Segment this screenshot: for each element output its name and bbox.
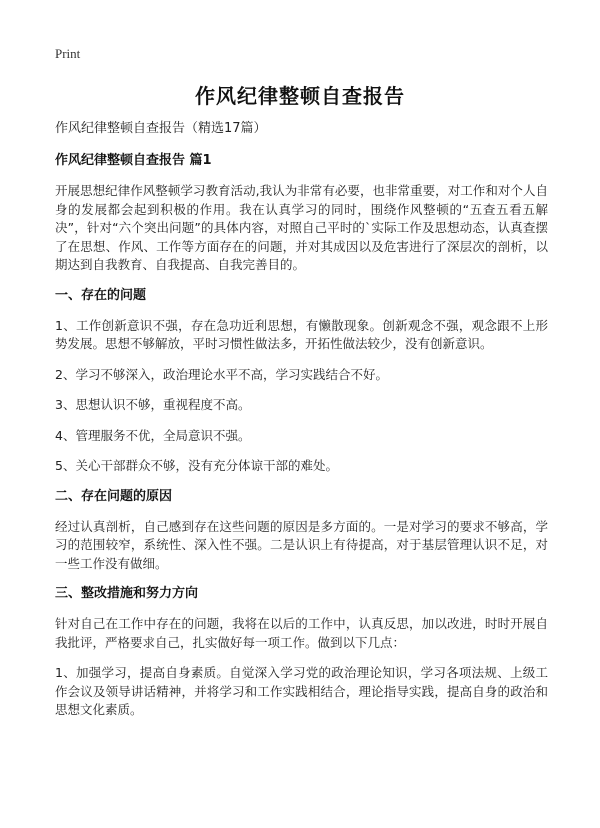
causes-paragraph: 经过认真剖析，自己感到存在这些问题的原因是多方面的。一是对学习的要求不够高，学习的范围较窄，系统性、深入性不强。二是认识上有待提高，对于基层管理认识不足，对一些工作没有做细。 [55,518,548,571]
heading-measures: 三、整改措施和努力方向 [55,586,199,601]
measure-item: 1、加强学习，提高自身素质。自觉深入学习党的政治理论知识，学习各项法规、上级工作会议及领导讲话精神，并将学习和工作实践相结合，理论指导实践，提高自身的政治和思想文化素质。 [55,665,548,717]
problem-item: 5、关心干部群众不够，没有充分体谅干部的难处。 [55,458,338,473]
document-subtitle: 作风纪律整顿自查报告（精选17篇） [55,121,267,136]
problem-item: 1、工作创新意识不强，存在急功近利思想，有懒散现象。创新观念不强，观念跟不上形势发展。思想不够解放，平时习惯性做法多，开拓性做法较少，没有创新意识。 [55,317,548,351]
document-body [55,120,548,732]
print-link[interactable]: Print [55,46,81,61]
problem-item: 3、思想认识不够，重视程度不高。 [55,397,251,412]
section-title: 作风纪律整顿自查报告 篇1 [55,153,212,168]
measures-intro-paragraph: 针对自己在工作中存在的问题，我将在以后的工作中，认真反思，加以改进，时时开展自我批评，严格要求自己，扎实做好每一项工作。做到以下几点： [55,616,548,650]
heading-causes: 二、存在问题的原因 [55,488,173,504]
problem-item: 2、学习不够深入，政治理论水平不高，学习实践结合不好。 [55,366,388,382]
problem-item: 4、管理服务不优，全局意识不强。 [55,427,251,443]
intro-paragraph: 开展思想纪律作风整顿学习教育活动,我认为非常有必要，也非常重要，对工作和对个人自身的发展都会起到积极的作用。我在认真学习的同时，围绕作风整顿的“五查五看五解决”，针对“六个突出问题”的具体内容，对照自己平时的`实际工作及思想动态，认真查摆了在思想、作风、工作等方面存在的问题，并对其成因以及危害进行了深层次的剖析，以期达到自我教育、自我提高、自我完善目的。 [55,183,548,272]
page-title: 作风纪律整顿自查报告 [195,84,405,108]
heading-problems: 一、存在的问题 [55,287,147,303]
